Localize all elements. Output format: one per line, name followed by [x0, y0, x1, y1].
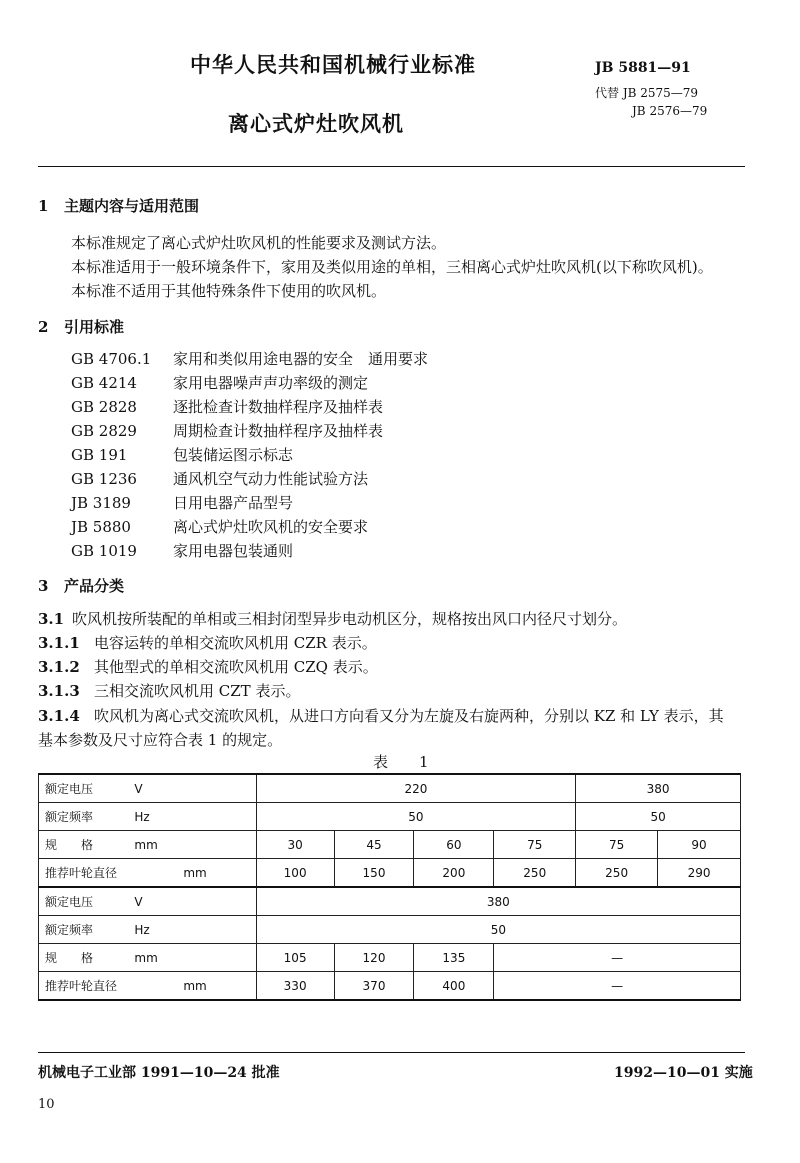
parameters-table	[38, 773, 741, 1001]
clause-number: 3.1	[38, 610, 65, 628]
reference-item	[71, 444, 293, 465]
row-unit: Hz	[134, 803, 256, 831]
clause-text: 其他型式的单相交流吹风机用 CZQ 表示。	[94, 658, 378, 676]
clause	[38, 705, 724, 726]
standard-code: JB 5881—91	[595, 60, 691, 76]
clause-text: 三相交流吹风机用 CZT 表示。	[94, 682, 301, 700]
reference-title: 家用电器包装通则	[173, 542, 294, 560]
table-cell: 75	[494, 831, 576, 859]
header-divider	[38, 166, 745, 167]
section-number: 2	[38, 318, 49, 336]
table-cell: 45	[334, 831, 414, 859]
table-cell: 250	[576, 859, 658, 888]
effective-date: 1992—10—01 实施	[614, 1065, 753, 1081]
row-label: 推荐叶轮直径	[39, 859, 135, 888]
section-number: 1	[38, 197, 49, 215]
page-number: 10	[38, 1097, 55, 1112]
row-label: 规 格	[39, 944, 135, 972]
section-heading-1	[38, 195, 199, 216]
row-label: 额定电压	[39, 774, 135, 803]
row-label: 额定频率	[39, 916, 135, 944]
clause-text: 基本参数及尺寸应符合表 1 的规定。	[38, 731, 283, 749]
reference-title: 家用电器噪声声功率级的测定	[173, 374, 369, 392]
table-cell: —	[494, 944, 741, 972]
reference-title: 周期检查计数抽样程序及抽样表	[173, 422, 384, 440]
reference-item	[71, 372, 368, 393]
clause-text: 吹风机为离心式交流吹风机，从进口方向看又分为左旋及右旋两种，分别以 KZ 和 LY 表示，其	[94, 707, 724, 725]
reference-title: 逐批检查计数抽样程序及抽样表	[173, 398, 384, 416]
reference-title: 家用和类似用途电器的安全 通用要求	[173, 350, 429, 368]
table-cell: 220	[256, 774, 576, 803]
table-cell: 50	[256, 916, 740, 944]
table-cell: 380	[256, 887, 740, 916]
reference-code: GB 1019	[71, 542, 137, 560]
section-title: 引用标准	[64, 318, 125, 336]
table-cell: 150	[334, 859, 414, 888]
reference-code: GB 4214	[71, 374, 137, 392]
reference-item	[71, 348, 428, 369]
table-row	[39, 803, 741, 831]
table-cell: 290	[658, 859, 741, 888]
clause-number: 3.1.4	[38, 707, 80, 725]
row-label: 推荐叶轮直径	[39, 972, 135, 1001]
table-cell: 60	[414, 831, 494, 859]
table-cell: 90	[658, 831, 741, 859]
reference-item	[71, 540, 293, 561]
standard-category-heading: 中华人民共和国机械行业标准	[190, 52, 476, 77]
table-cell: 200	[414, 859, 494, 888]
reference-title: 包装储运图示标志	[173, 446, 294, 464]
table-cell: 400	[414, 972, 494, 1001]
reference-code: JB 5880	[71, 518, 131, 536]
replaces-standard-2: JB 2576—79	[632, 104, 708, 118]
section-number: 3	[38, 577, 49, 595]
table-row	[39, 887, 741, 916]
reference-item	[71, 468, 368, 489]
reference-code: GB 191	[71, 446, 128, 464]
footer-divider	[38, 1052, 745, 1053]
table-cell: 30	[256, 831, 334, 859]
clause-text: 吹风机按所装配的单相或三相封闭型异步电动机区分，规格按出风口内径尺寸划分。	[72, 610, 628, 628]
clause-number: 3.1.1	[38, 634, 80, 652]
section-title: 主题内容与适用范围	[64, 197, 200, 215]
row-unit: V	[134, 774, 256, 803]
table-cell: 250	[494, 859, 576, 888]
reference-title: 日用电器产品型号	[173, 494, 294, 512]
reference-code: GB 4706.1	[71, 350, 152, 368]
table-cell: 50	[256, 803, 576, 831]
approval-date: 机械电子工业部 1991—10—24 批准	[38, 1065, 280, 1081]
table-cell: 380	[576, 774, 741, 803]
clause-number: 3.1.2	[38, 658, 80, 676]
clause	[38, 632, 377, 653]
table-cell: 120	[334, 944, 414, 972]
clause-continuation	[38, 729, 282, 750]
table-row	[39, 972, 741, 1001]
row-label: 规 格	[39, 831, 135, 859]
row-unit: mm	[134, 944, 256, 972]
row-unit: mm	[134, 859, 256, 888]
section-heading-2	[38, 316, 124, 337]
reference-code: GB 1236	[71, 470, 137, 488]
reference-item	[71, 516, 368, 537]
table-row	[39, 774, 741, 803]
table-row	[39, 831, 741, 859]
table-cell: 105	[256, 944, 334, 972]
section-heading-3	[38, 575, 124, 596]
clause	[38, 680, 300, 701]
reference-title: 离心式炉灶吹风机的安全要求	[173, 518, 369, 536]
row-label: 额定频率	[39, 803, 135, 831]
table-caption: 表 1	[373, 753, 437, 771]
reference-item	[71, 396, 383, 417]
reference-code: JB 3189	[71, 494, 131, 512]
row-unit: mm	[134, 831, 256, 859]
paragraph: 本标准规定了离心式炉灶吹风机的性能要求及测试方法。	[71, 234, 447, 252]
row-label: 额定电压	[39, 887, 135, 916]
table-cell: 135	[414, 944, 494, 972]
replaces-standard-1: 代替 JB 2575—79	[595, 86, 699, 100]
table-cell: 50	[576, 803, 741, 831]
table-cell: 370	[334, 972, 414, 1001]
reference-code: GB 2828	[71, 398, 137, 416]
reference-title: 通风机空气动力性能试验方法	[173, 470, 369, 488]
reference-code: GB 2829	[71, 422, 137, 440]
table-row	[39, 859, 741, 888]
reference-item	[71, 492, 293, 513]
reference-item	[71, 420, 383, 441]
clause	[38, 656, 378, 677]
paragraph: 本标准不适用于其他特殊条件下使用的吹风机。	[71, 282, 387, 300]
table-cell: 330	[256, 972, 334, 1001]
table-cell: 75	[576, 831, 658, 859]
table-row	[39, 944, 741, 972]
row-unit: V	[134, 887, 256, 916]
row-unit: Hz	[134, 916, 256, 944]
section-title: 产品分类	[64, 577, 125, 595]
clause-text: 电容运转的单相交流吹风机用 CZR 表示。	[94, 634, 377, 652]
document-title: 离心式炉灶吹风机	[228, 111, 404, 136]
table-cell: 100	[256, 859, 334, 888]
clause-number: 3.1.3	[38, 682, 80, 700]
table-row	[39, 916, 741, 944]
paragraph: 本标准适用于一般环境条件下，家用及类似用途的单相，三相离心式炉灶吹风机(以下称吹风机)。	[71, 258, 713, 276]
table-cell: —	[494, 972, 741, 1001]
row-unit: mm	[134, 972, 256, 1001]
clause	[38, 608, 627, 629]
